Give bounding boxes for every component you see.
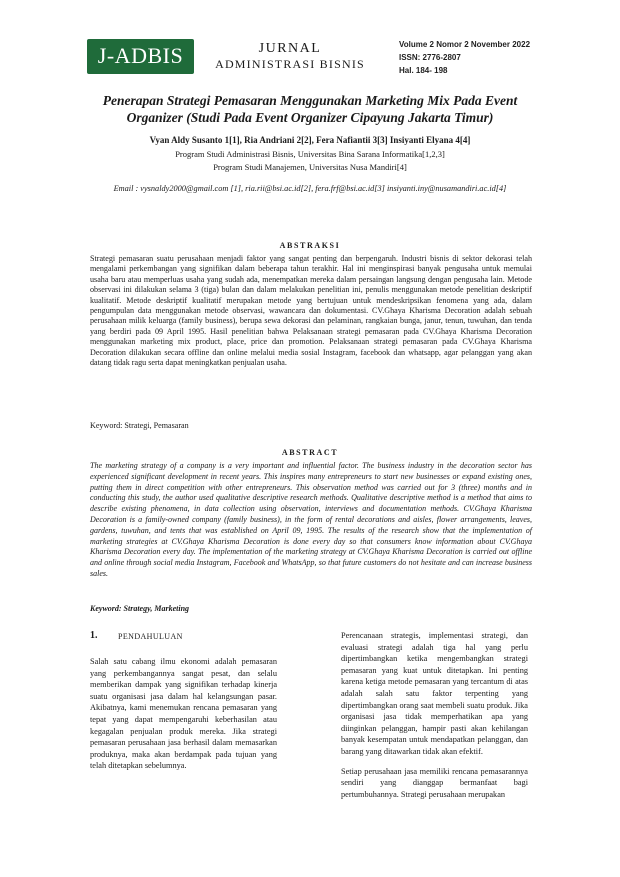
- intro-right-paragraph-2: Setiap perusahaan jasa memiliki rencana pemasarannya sendiri yang dianggap bermanfaat bagi pertumbuhannya. Strategi perusahaan merupakan: [341, 766, 528, 799]
- abstract-keywords: Keyword: Strategy, Marketing: [90, 604, 190, 613]
- page-range: Hal. 184- 198: [399, 66, 448, 75]
- abstrak-keywords: Keyword: Strategi, Pemasaran: [90, 421, 189, 430]
- issn-info: ISSN: 2776-2807: [399, 53, 461, 62]
- intro-right-column: [341, 630, 528, 800]
- abstrak-heading: ABSTRAKSI: [279, 241, 341, 250]
- abstrak-text: Strategi pemasaran suatu perusahaan menjadi faktor yang sangat penting dan berpengaruh. Industri bisnis di sektor dekorasi telah mengalami perkembangan yang signifikan dalam beberapa tahun terakhir. Hal ini menginspirasi banyak pengusaha untuk memulai usaha baru atau memperluas usaha yang sudah ada, menempatkan mereka dalam persaingan langsung dengan pengusaha lain. Metode observasi ini dilakukan selama 3 (tiga) bulan dan dalam melakukan penelitian ini, penulis menggunakan metode penelitian deskriptif kualitatif. Metode deskriptif kualitatif merupakan metode yang bertujuan untuk mendeskripsikan fenomena yang ada, dalam pengumpulan data menggunakan metode observasi, wawancara dan dokumentasi. CV.Ghaya Kharisma Decoration adalah sebuah perusahaan milik keluarga (family business), berupa sewa dekorasi dan pelaminan, rangkaian bunga, janur, tenun, tuwuhan, dan tenda yang berdiri pada 09 April 1995. Hasil penelitian bahwa Pelaksanaan strategi pemasaran pada CV.Ghaya Kharisma Decoration menggunakan marketing mix product, place, price dan promotion. Pelaksanaan strategi pemasaran pada CV.Ghaya Kharisma Decoration dilakukan secara offline dan online melalui media sosial Instagram, facebook dan whatsapp, agar pelanggan yang akan datang tidak ragu serta dapat meningkatkan penjualan usaha.: [90, 254, 532, 368]
- author-list: Vyan Aldy Susanto 1[1], Ria Andriani 2[2], Fera Nafiantii 3[3] Insiyanti Elyana 4[4]: [149, 135, 471, 145]
- title-line-1: Penerapan Strategi Pemasaran Menggunakan Marketing Mix Pada Event: [102, 93, 518, 108]
- title-line-2: Organizer (Studi Pada Event Organizer Cipayung Jakarta Timur): [126, 110, 494, 125]
- author-emails: Email : vysnaldy2000@gmail.com [1], ria.rii@bsi.ac.id[2], fera.frf@bsi.ac.id[3] insiyanti.iny@nusamandiri.ac.id[4]: [113, 184, 507, 193]
- abstract-text: The marketing strategy of a company is a very important and influential factor. The business industry in the decoration sector has experienced significant development in recent years. This inspires many entrepreneurs to start new businesses or expand existing ones, putting them in direct competition with other entrepreneurs. This observation method was carried out for 3 (three) months and in conducting this study, the author used qualitative descriptive research methods. Qualitative descriptive method is a method that aims to describe existing phenomena, in data collection using observation, interviews and documentation methods. CV.Ghaya Kharisma Decoration is a family-owned company (family business), in the form of rental decorations and aisles, flower arrangements, leaves, gardens, tuwuhan, and tents that was established on April 09, 1995. The results of the research show that the implementation of marketing strategies at CV.Ghaya Kharisma Decoration is done every day so that consumers know information about CV.Ghaya Kharisma Decoration every day. The implementation of the marketing strategy at CV.Ghaya Kharisma Decoration is carried out offline and online through social media Instagram, Facebook and WhatsApp, so that future customers do not hesitate and can increase business sales.: [90, 461, 532, 578]
- paper-title: [60, 92, 560, 126]
- affiliation-1: Program Studi Administrasi Bisnis, Universitas Bina Sarana Informatika[1,2,3]: [175, 149, 445, 159]
- section-title: PENDAHULUAN: [118, 632, 183, 641]
- abstract-heading: ABSTRACT: [281, 448, 339, 457]
- section-number: 1.: [90, 630, 98, 641]
- logo-text: J-ADBIS: [97, 43, 184, 68]
- journal-name-line2: ADMINISTRASI BISNIS: [215, 57, 365, 71]
- affiliation-2: Program Studi Manajemen, Universitas Nusa Mandiri[4]: [213, 162, 407, 172]
- volume-info: Volume 2 Nomor 2 November 2022: [399, 40, 531, 49]
- intro-right-paragraph-1: Perencanaan strategis, implementasi strategi, dan evaluasi strategi adalah tiga hal yang perlu dipertimbangkan ketika mengembangkan strategi pemasaran yang kuat untuk ditetapkan. Ini penting karena ketiga metode pemasaran yang tercantum di atas adalah salah satu faktor terpenting yang dipertimbangkan orang saat membeli suatu produk. Jika organisasi jasa tidak memperhatikan apa yang diinginkan pelanggan, hampir pasti akan kehilangan banyak kesempatan untuk mendapatkan pelanggan, dan barang yang ditawarkan tidak akan efektif.: [341, 631, 528, 756]
- journal-name-line1: JURNAL: [258, 41, 322, 56]
- journal-logo: [87, 39, 194, 74]
- intro-left-column: Salah satu cabang ilmu ekonomi adalah pemasaran yang perkembangannya sangat pesat, dan selalu memberikan dampak yang signifikan terhadap kinerja suatu organisasi jasa dalam hal kelangsungan pasar. Akibatnya, kami menemukan rencana pemasaran yang tepat yang dapat mempengaruhi keberhasilan atau kegagalan penjualan produk mereka. Jika strategi pemasaran perusahaan jasa berhasil dalam memasarkan produknya, maka akan berdampak pada tujuan yang telah ditetapkan sebelumnya.: [90, 657, 277, 771]
